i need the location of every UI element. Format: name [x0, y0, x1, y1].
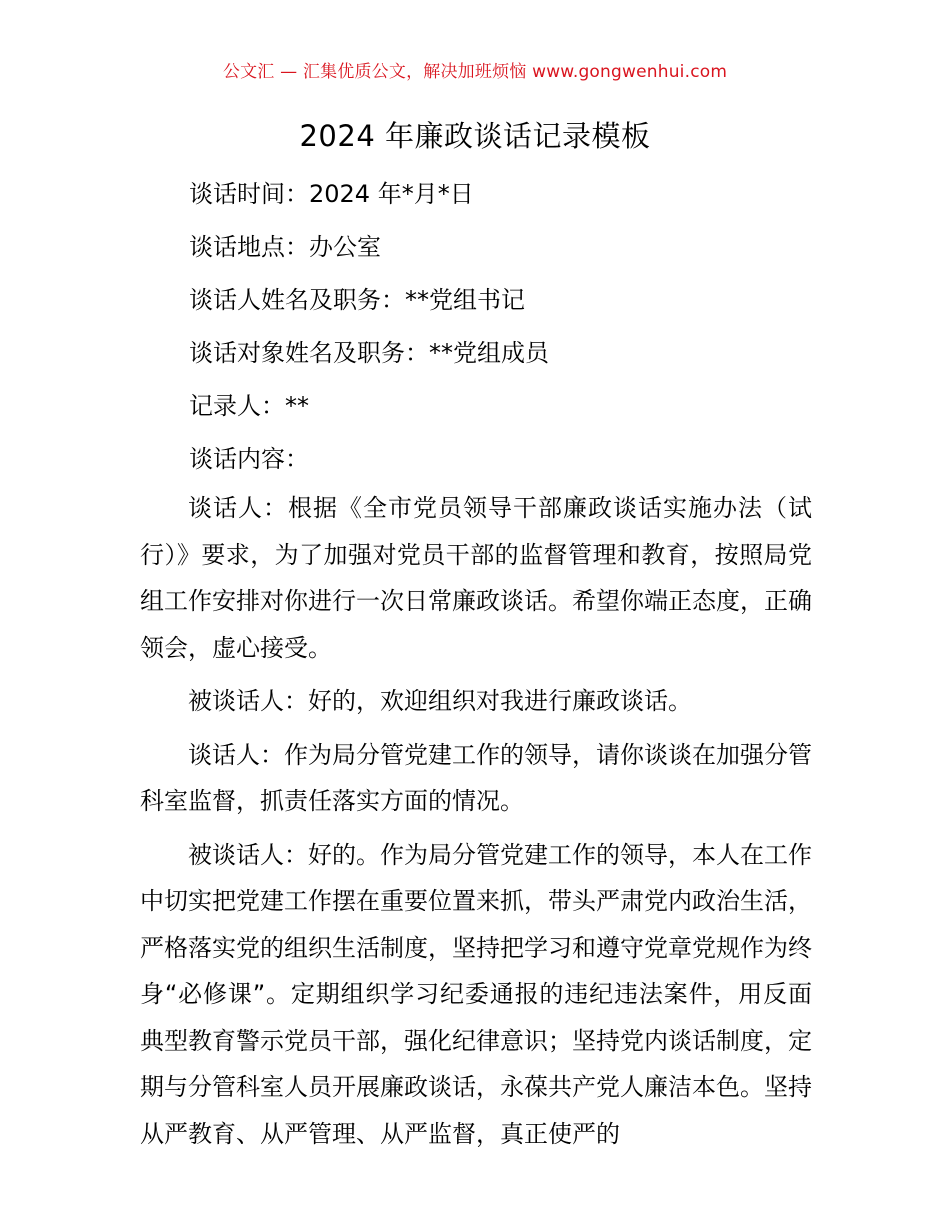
document-title: 2024 年廉政谈话记录模板 — [299, 119, 651, 153]
meta-talkee: 谈话对象姓名及职务：**党组成员 — [189, 339, 549, 367]
watermark-header: 公文汇 — 汇集优质公文，解决加班烦恼 www.gongwenhui.com — [222, 62, 728, 82]
body-paragraph: 被谈话人：好的，欢迎组织对我进行廉政谈话。 — [188, 687, 692, 715]
meta-talk-location: 谈话地点：办公室 — [189, 233, 381, 261]
meta-talk-time: 谈话时间：2024 年*月*日 — [189, 180, 474, 208]
body-paragraph: 谈话人：作为局分管党建工作的领导，请你谈谈在加强分管科室监督，抓责任落实方面的情况。 — [140, 740, 812, 815]
meta-talker: 谈话人姓名及职务：**党组书记 — [189, 286, 525, 314]
meta-content-label: 谈话内容： — [189, 445, 309, 473]
body-paragraph: 谈话人：根据《全市党员领导干部廉政谈话实施办法（试行）》要求，为了加强对党员干部的监督管理和教育，按照局党组工作安排对你进行一次日常廉政谈话。希望你端正态度，正确领会，虚心接受。 — [140, 494, 812, 662]
document-body — [140, 485, 812, 1164]
body-paragraph: 被谈话人：好的。作为局分管党建工作的领导，本人在工作中切实把党建工作摆在重要位置来抓，带头严肃党内政治生活，严格落实党的组织生活制度，坚持把学习和遵守党章党规作为终身“必修课”。定期组织学习纪委通报的违纪违法案件，用反面典型教育警示党员干部，强化纪律意识；坚持党内谈话制度，定期与分管科室人员开展廉政谈话，永葆共产党人廉洁本色。坚持从严教育、从严管理、从严监督，真正使严的 — [140, 840, 812, 1148]
meta-recorder: 记录人：** — [189, 392, 309, 420]
